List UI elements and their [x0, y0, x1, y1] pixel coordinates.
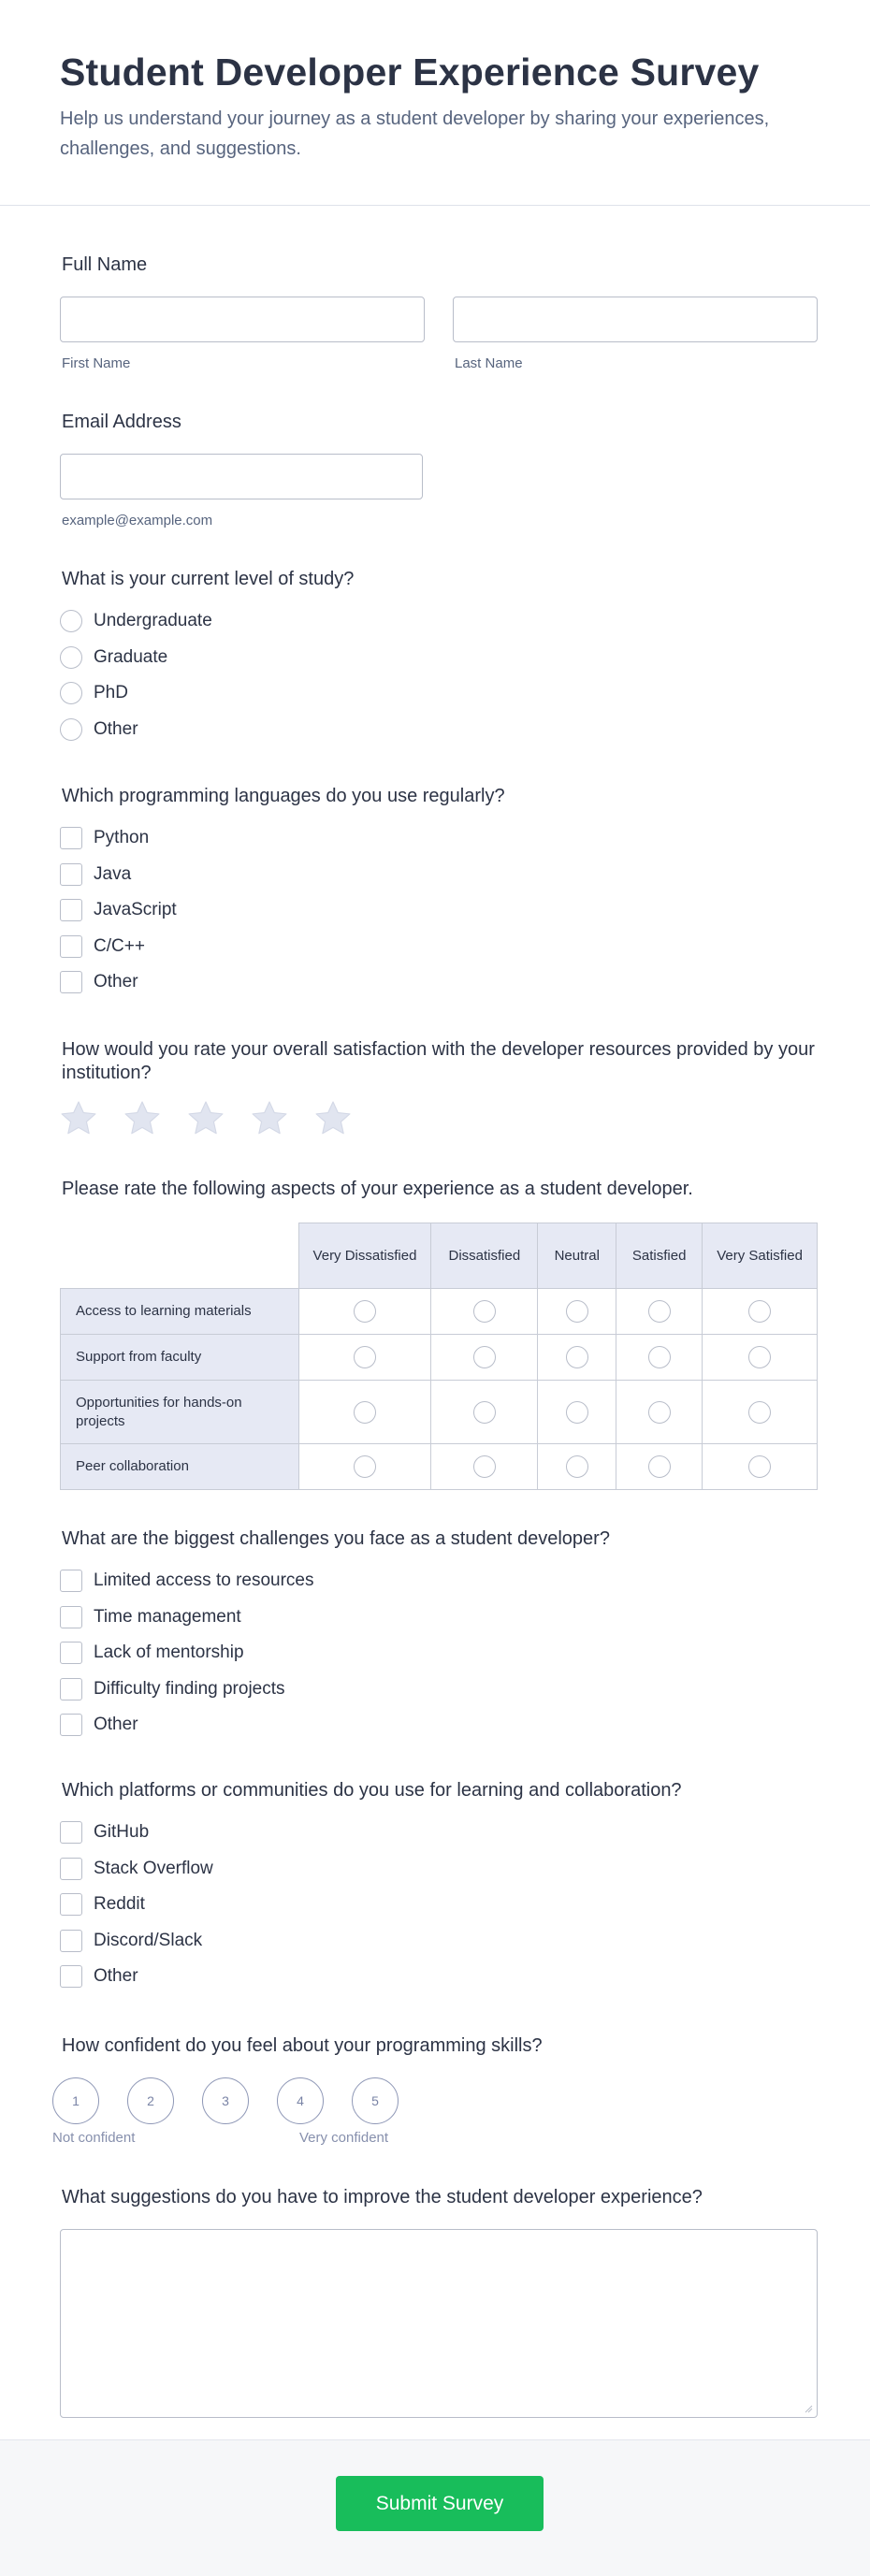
matrix-radio-button[interactable] [648, 1346, 671, 1368]
study-level-label: What is your current level of study? [62, 569, 355, 589]
study-level-options [60, 603, 818, 747]
matrix-label: Please rate the following aspects of your experience as a student developer. [62, 1179, 693, 1199]
checkbox[interactable] [60, 1606, 82, 1628]
matrix-cell [616, 1444, 703, 1490]
matrix-column-header: Satisfied [616, 1223, 703, 1289]
confidence-high-label: Very confident [299, 2130, 389, 2146]
matrix-radio-button[interactable] [473, 1300, 496, 1323]
first-name-sublabel: First Name [62, 355, 131, 371]
matrix-radio-button[interactable] [473, 1346, 496, 1368]
platforms-label: Which platforms or communities do you use for learning and collaboration? [62, 1780, 682, 1801]
matrix-radio-button[interactable] [566, 1455, 588, 1478]
matrix-column-header: Very Dissatisfied [298, 1223, 431, 1289]
platform-option-label: Other [94, 1966, 138, 1987]
suggestions-label: What suggestions do you have to improve the student developer experience? [62, 2187, 703, 2207]
matrix-cell [703, 1381, 818, 1444]
matrix-cell [431, 1335, 538, 1381]
confidence-scale [52, 2077, 818, 2124]
matrix-radio-button[interactable] [748, 1346, 771, 1368]
study-level-option-label: PhD [94, 683, 128, 703]
platform-option-label: Stack Overflow [94, 1858, 213, 1878]
matrix-radio-button[interactable] [566, 1300, 588, 1323]
language-option-label: Java [94, 863, 132, 884]
study-level-option-label: Other [94, 718, 138, 739]
matrix-radio-button[interactable] [354, 1300, 376, 1323]
language-option[interactable] [60, 929, 818, 965]
matrix-row [61, 1289, 818, 1335]
email-sublabel: example@example.com [62, 513, 213, 528]
matrix-radio-button[interactable] [648, 1300, 671, 1323]
challenge-option-label: Limited access to resources [94, 1570, 314, 1591]
matrix-radio-button[interactable] [473, 1401, 496, 1424]
matrix-row [61, 1381, 818, 1444]
challenge-option[interactable] [60, 1599, 818, 1636]
checkbox[interactable] [60, 1858, 82, 1880]
last-name-sublabel: Last Name [455, 355, 523, 371]
satisfaction-label: How would you rate your overall satisfaction with the developer resources provided by your institution? [62, 1039, 815, 1083]
resize-grip-icon[interactable] [804, 2404, 813, 2413]
matrix-cell [538, 1444, 616, 1490]
platform-option[interactable] [60, 1959, 818, 1995]
matrix-cell [298, 1444, 431, 1490]
language-option-label: JavaScript [94, 900, 177, 920]
checkbox[interactable] [60, 899, 82, 921]
confidence-label: How confident do you feel about your programming skills? [62, 2035, 543, 2056]
language-option[interactable] [60, 964, 818, 1001]
matrix-cell [703, 1289, 818, 1335]
challenge-option-label: Other [94, 1715, 138, 1735]
confidence-scale-option[interactable]: 5 [352, 2077, 399, 2124]
checkbox[interactable] [60, 1930, 82, 1952]
matrix-column-header: Neutral [538, 1223, 616, 1289]
matrix-radio-button[interactable] [748, 1401, 771, 1424]
challenge-option-label: Lack of mentorship [94, 1643, 244, 1663]
challenge-option[interactable] [60, 1563, 818, 1599]
platform-option-label: GitHub [94, 1822, 150, 1843]
checkbox[interactable] [60, 1821, 82, 1844]
challenge-option[interactable] [60, 1672, 818, 1708]
form-header [0, 0, 870, 206]
challenges-label: What are the biggest challenges you face as a student developer? [62, 1528, 610, 1549]
matrix-row-label: Access to learning materials [61, 1289, 299, 1335]
study-level-option[interactable] [60, 640, 818, 676]
email-field [60, 412, 423, 528]
checkbox[interactable] [60, 1570, 82, 1592]
language-option[interactable] [60, 820, 818, 857]
matrix-row-label: Support from faculty [61, 1335, 299, 1381]
matrix-radio-button[interactable] [354, 1455, 376, 1478]
star-icon[interactable] [312, 1098, 354, 1139]
radio-button[interactable] [60, 646, 82, 669]
confidence-low-label: Not confident [52, 2130, 136, 2146]
languages-label: Which programming languages do you use regularly? [62, 786, 505, 806]
study-level-option[interactable] [60, 603, 818, 640]
star-icon[interactable] [58, 1098, 99, 1139]
full-name-label: Full Name [62, 254, 148, 275]
satisfaction-question [60, 1038, 818, 1139]
last-name-input[interactable] [453, 297, 818, 342]
matrix-row-label: Peer collaboration [61, 1444, 299, 1490]
challenge-option[interactable] [60, 1707, 818, 1744]
platform-option-label: Reddit [94, 1894, 145, 1915]
page-description: Help us understand your journey as a student developer by sharing your experiences, challenges, and suggestions. [60, 109, 770, 159]
rating-matrix [60, 1223, 818, 1490]
email-input[interactable] [60, 454, 423, 499]
platform-option[interactable] [60, 1923, 818, 1960]
checkbox[interactable] [60, 1893, 82, 1916]
first-name-input[interactable] [60, 297, 425, 342]
matrix-cell [616, 1289, 703, 1335]
matrix-radio-button[interactable] [566, 1346, 588, 1368]
study-level-option-label: Undergraduate [94, 611, 212, 631]
confidence-scale-option[interactable]: 2 [127, 2077, 174, 2124]
checkbox[interactable] [60, 1642, 82, 1664]
confidence-scale-option[interactable]: 3 [202, 2077, 249, 2124]
language-option[interactable] [60, 892, 818, 929]
study-level-question [60, 569, 818, 747]
suggestions-textarea[interactable] [60, 2229, 818, 2418]
matrix-radio-button[interactable] [748, 1300, 771, 1323]
matrix-cell [538, 1381, 616, 1444]
matrix-radio-button[interactable] [748, 1455, 771, 1478]
language-option-label: Python [94, 828, 150, 848]
challenges-options [60, 1563, 818, 1744]
matrix-row [61, 1335, 818, 1381]
study-level-option[interactable] [60, 712, 818, 748]
email-label: Email Address [62, 412, 181, 432]
matrix-radio-button[interactable] [566, 1401, 588, 1424]
matrix-radio-button[interactable] [648, 1401, 671, 1424]
radio-button[interactable] [60, 610, 82, 632]
matrix-cell [616, 1335, 703, 1381]
study-level-option-label: Graduate [94, 646, 168, 667]
matrix-cell [538, 1289, 616, 1335]
matrix-cell [298, 1289, 431, 1335]
radio-button[interactable] [60, 718, 82, 741]
page-title: Student Developer Experience Survey [60, 51, 760, 94]
challenge-option-label: Time management [94, 1606, 241, 1627]
challenge-option-label: Difficulty finding projects [94, 1678, 285, 1699]
language-option-label: Other [94, 972, 138, 992]
matrix-corner [61, 1223, 299, 1289]
platform-option-label: Discord/Slack [94, 1930, 203, 1950]
confidence-scale-option[interactable]: 1 [52, 2077, 99, 2124]
challenges-question [60, 1528, 818, 1744]
matrix-cell [431, 1381, 538, 1444]
star-icon[interactable] [249, 1098, 290, 1139]
confidence-question [52, 2035, 818, 2150]
platform-option[interactable] [60, 1815, 818, 1851]
platforms-question [60, 1780, 818, 1995]
checkbox[interactable] [60, 971, 82, 993]
challenge-option[interactable] [60, 1635, 818, 1672]
full-name-field [60, 254, 818, 371]
platforms-options [60, 1815, 818, 1995]
matrix-cell [616, 1381, 703, 1444]
form-footer [0, 2439, 870, 2576]
study-level-option[interactable] [60, 675, 818, 712]
suggestions-question [60, 2187, 818, 2418]
languages-question [60, 786, 818, 1001]
matrix-cell [298, 1381, 431, 1444]
checkbox[interactable] [60, 863, 82, 886]
platform-option[interactable] [60, 1887, 818, 1923]
matrix-column-header: Very Satisfied [703, 1223, 818, 1289]
platform-option[interactable] [60, 1851, 818, 1888]
matrix-cell [431, 1289, 538, 1335]
matrix-cell [298, 1335, 431, 1381]
checkbox[interactable] [60, 827, 82, 849]
languages-options [60, 820, 818, 1001]
checkbox[interactable] [60, 1965, 82, 1988]
checkbox[interactable] [60, 1678, 82, 1700]
matrix-cell [538, 1335, 616, 1381]
matrix-question [60, 1179, 818, 1490]
matrix-radio-button[interactable] [473, 1455, 496, 1478]
submit-button[interactable]: Submit Survey [336, 2476, 544, 2531]
star-icon[interactable] [122, 1098, 163, 1139]
checkbox[interactable] [60, 1714, 82, 1736]
matrix-column-header: Dissatisfied [431, 1223, 538, 1289]
star-rating [58, 1098, 818, 1139]
language-option-label: C/C++ [94, 935, 145, 956]
matrix-cell [703, 1444, 818, 1490]
matrix-cell [703, 1335, 818, 1381]
matrix-row [61, 1444, 818, 1490]
matrix-cell [431, 1444, 538, 1490]
star-icon[interactable] [185, 1098, 226, 1139]
matrix-radio-button[interactable] [354, 1401, 376, 1424]
matrix-row-label: Opportunities for hands-on projects [61, 1381, 299, 1444]
matrix-radio-button[interactable] [648, 1455, 671, 1478]
radio-button[interactable] [60, 682, 82, 704]
checkbox[interactable] [60, 935, 82, 958]
language-option[interactable] [60, 857, 818, 893]
confidence-scale-option[interactable]: 4 [277, 2077, 324, 2124]
matrix-radio-button[interactable] [354, 1346, 376, 1368]
